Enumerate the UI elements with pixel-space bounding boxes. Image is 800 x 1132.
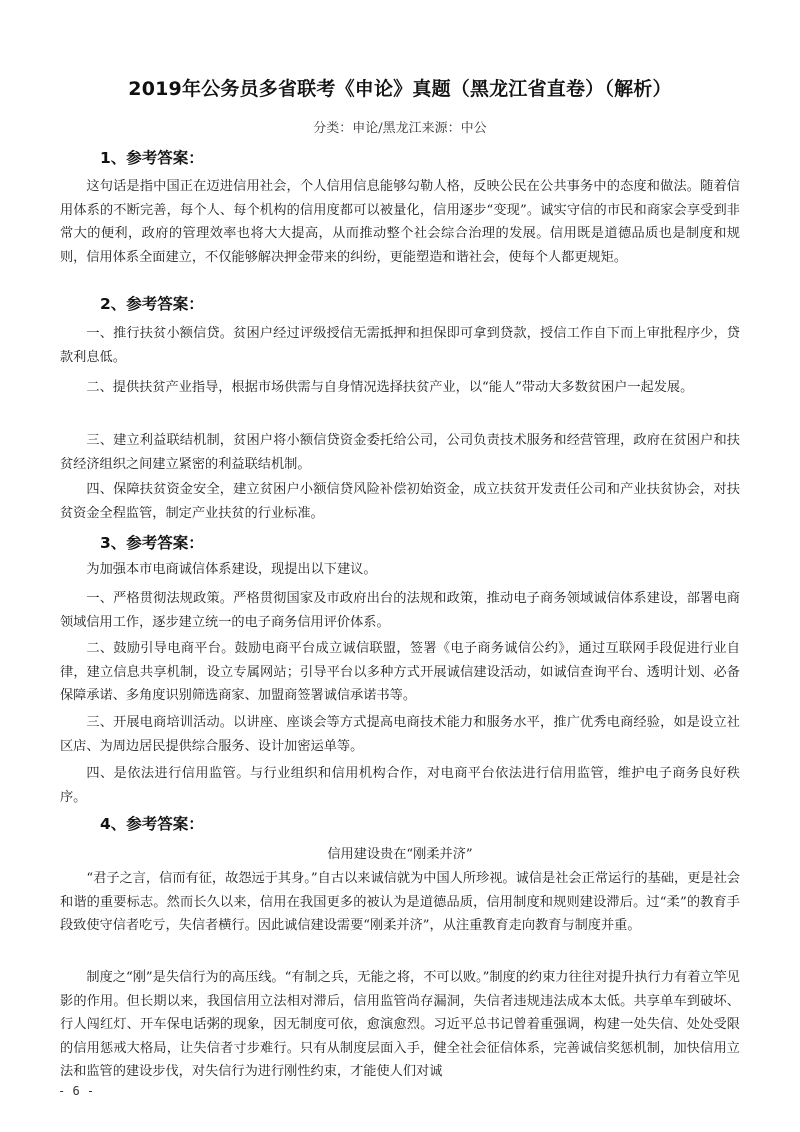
- section-3-paragraph-1: 为加强本市电商诚信体系建设，现提出以下建议。: [86, 562, 377, 577]
- section-3-paragraph-4: 三、开展电商培训活动。以讲座、座谈会等方式提高电商技术能力和服务水平，推广优秀电商经验，如是设立社区店、为周边居民提供综合服务、设计加密运单等。: [60, 715, 740, 754]
- section-2-paragraph-4: 四、保障扶贫资金安全，建立贫困户小额信贷风险补偿初始资金，成立扶贫开发责任公司和产业扶贫协会，对扶贫资金全程监管，制定产业扶贫的行业标准。: [60, 482, 740, 521]
- section-3-paragraph-2: 一、严格贯彻法规政策。严格贯彻国家及市政府出台的法规和政策，推动电子商务领域诚信体系建设，部署电商领域信用工作，逐步建立统一的电子商务信用评价体系。: [60, 591, 740, 630]
- essay-paragraph-2: 制度之“刚”是失信行为的高压线。“有制之兵，无能之将，不可以败。”制度的约束力往往对提升执行力有着立竿见影的作用。但长期以来，我国信用立法相对滞后，信用监管尚存漏洞，失信者违规违法成本太低。共享单车到破坏、行人闯红灯、开车保电话粥的现象，因无制度可依，愈演愈烈。习近平总书记曾着重强调，构建一处失信、处处受限的信用惩戒大格局，让失信者寸步难行。只有从制度层面入手，健全社会征信体系，完善诚信奖惩机制，加快信用立法和监管的建设步伐，对失信行为进行刚性约束，才能使人们对诚: [60, 970, 740, 1079]
- section-2-paragraph-2: 二、提供扶贫产业指导，根据市场供需与自身情况选择扶贫产业，以“能人”带动大多数贫困户一起发展。: [86, 380, 694, 395]
- section-2-paragraph-1: 一、推行扶贫小额信贷。贫困户经过评级授信无需抵押和担保即可拿到贷款，授信工作自下而上审批程序少，贷款利息低。: [60, 326, 740, 365]
- section-heading-1: 1、参考答案：: [100, 149, 204, 167]
- section-heading-2: 2、参考答案：: [100, 295, 204, 313]
- section-heading-3: 3、参考答案：: [100, 534, 204, 552]
- section-2-paragraph-3: 三、建立利益联结机制，贫困户将小额信贷资金委托给公司，公司负责技术服务和经营管理，政府在贫困户和扶贫经济组织之间建立紧密的利益联结机制。: [60, 433, 740, 472]
- page-title: 2019年公务员多省联考《申论》真题（黑龙江省直卷）（解析）: [128, 78, 672, 100]
- section-heading-4: 4、参考答案：: [100, 815, 204, 833]
- essay-title: 信用建设贵在“刚柔并济”: [327, 847, 473, 862]
- section-1-paragraph-1: 这句话是指中国正在迈进信用社会，个人信用信息能够勾勒人格，反映公民在公共事务中的态度和做法。随着信用体系的不断完善，每个人、每个机构的信用度都可以被量化，信用逐步“变现”。诚实守信的市民和商家会享受到非常大的便利，政府的管理效率也将大大提高，从而推动整个社会综合治理的发展。信用既是道德品质也是制度和规则，信用体系全面建立，不仅能够解决押金带来的纠纷，更能塑造和谐社会，使每个人都更规矩。: [60, 179, 740, 265]
- page-number: - 6 -: [58, 1084, 95, 1098]
- essay-paragraph-1: “君子之言，信而有征，故怨远于其身。”自古以来诚信就为中国人所珍视。诚信是社会正常运行的基础，更是社会和谐的重要标志。然而长久以来，信用在我国更多的被认为是道德品质，信用制度和规则建设滞后。过“柔”的教育手段致使守信者吃亏，失信者横行。因此诚信建设需要“刚柔并济”，从注重教育走向教育与制度并重。: [60, 871, 740, 933]
- category-source-line: 分类：申论/黑龙江来源：中公: [313, 121, 487, 136]
- section-3-paragraph-3: 二、鼓励引导电商平台。鼓励电商平台成立诚信联盟，签署《电子商务诚信公约》，通过互联网手段促进行业自律，建立信息共享机制，设立专属网站；引导平台以多种方式开展诚信建设活动，如诚信查询平台、透明计划、必备保障承诺、多角度识别筛选商家、加盟商签署诚信承诺书等。: [60, 641, 740, 703]
- section-3-paragraph-5: 四、是依法进行信用监管。与行业组织和信用机构合作，对电商平台依法进行信用监管，维护电子商务良好秩序。: [60, 766, 740, 805]
